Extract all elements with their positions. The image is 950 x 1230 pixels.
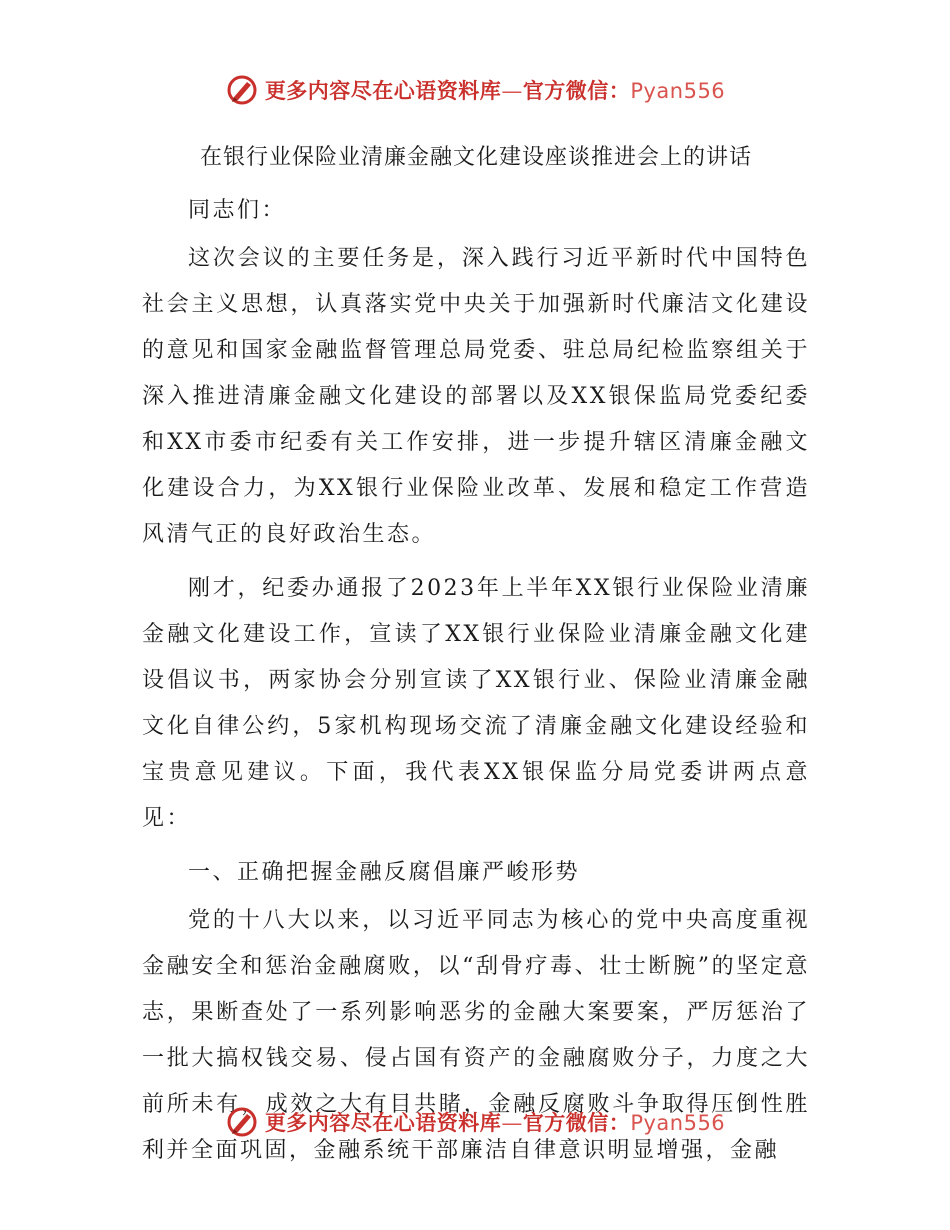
section-heading-1: 一、正确把握金融反腐倡廉严峻形势	[188, 860, 581, 885]
pen-logo-icon	[225, 73, 259, 107]
banner-text	[265, 1107, 725, 1137]
banner-wechat-label: 官方微信：	[522, 79, 631, 103]
header-watermark-banner	[0, 70, 950, 110]
salutation: 同志们：	[188, 198, 287, 223]
paragraph-3: 党的十八大以来，以习近平同志为核心的党中央高度重视金融安全和惩治金融腐败，以“刮骨疗毒、壮士断腕”的坚定意志，果断查处了一系列影响恶劣的金融大案要案，严厉惩治了一批大搞权钱交易、侵占国有资产的金融腐败分子，力度之大前所未有，成效之大有目共睹，金融反腐败斗争取得压倒性胜利并全面巩固，金融系统干部廉洁自律意识明显增强，金融	[142, 908, 810, 1163]
banner-site-text: 更多内容尽在心语资料库	[264, 1111, 502, 1135]
document-title: 在银行业保险业清廉金融文化建设座谈推进会上的讲话	[199, 145, 752, 170]
banner-dash: —	[501, 79, 523, 103]
pen-logo-icon	[225, 1105, 259, 1139]
banner-text	[265, 75, 725, 105]
footer-watermark-banner	[0, 1102, 950, 1142]
banner-site-text: 更多内容尽在心语资料库	[264, 79, 502, 103]
paragraph-2: 刚才，纪委办通报了2023年上半年XX银行业保险业清廉金融文化建设工作，宣读了XX银行业保险业清廉金融文化建设倡议书，两家协会分别宣读了XX银行业、保险业清廉金融文化自律公约，5家机构现场交流了清廉金融文化建设经验和宝贵意见建议。下面，我代表XX银保监分局党委讲两点意见：	[142, 576, 810, 831]
banner-dash: —	[501, 1111, 523, 1135]
banner-wechat-id: Pyan556	[630, 79, 726, 103]
banner-wechat-id: Pyan556	[630, 1111, 726, 1135]
paragraph-1: 这次会议的主要任务是，深入践行习近平新时代中国特色社会主义思想，认真落实党中央关于加强新时代廉洁文化建设的意见和国家金融监督管理总局党委、驻总局纪检监察组关于深入推进清廉金融文化建设的部署以及XX银保监局党委纪委和XX市委市纪委有关工作安排，进一步提升辖区清廉金融文化建设合力，为XX银行业保险业改革、发展和稳定工作营造风清气正的良好政治生态。	[142, 246, 810, 547]
banner-wechat-label: 官方微信：	[522, 1111, 631, 1135]
document-body	[142, 140, 810, 1182]
